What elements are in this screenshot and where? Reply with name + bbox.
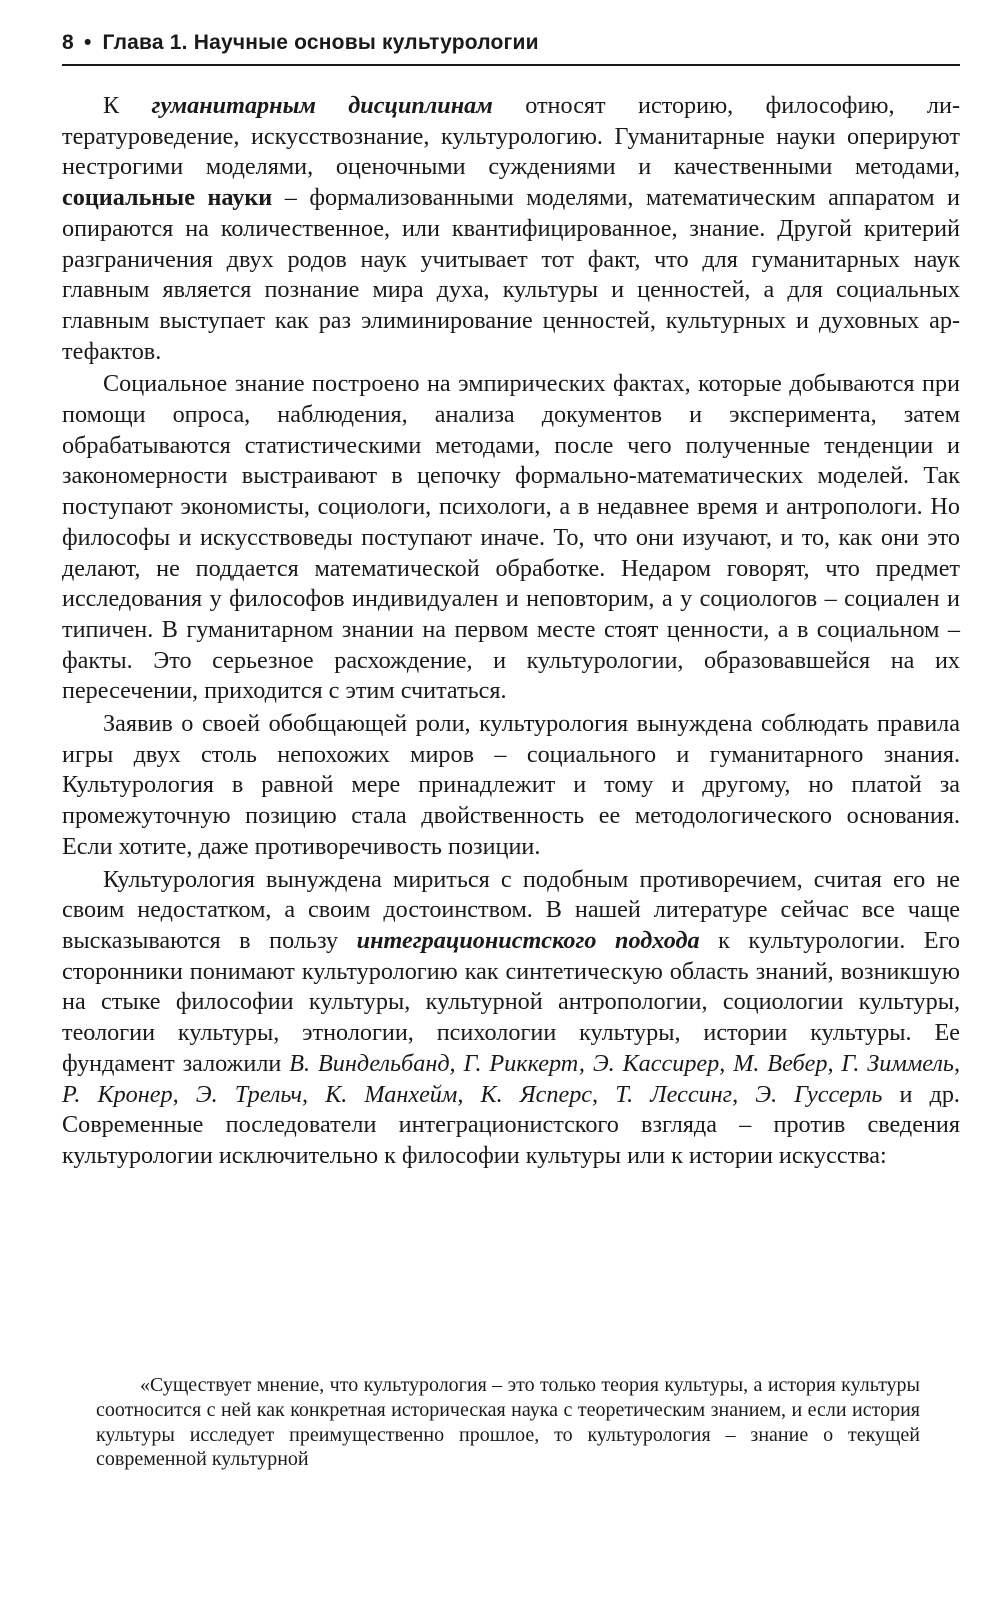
paragraph-3: Заявив о своей обобщающей роли, культурология вынуждена соблюдать правила игры двух столь непохожих миров – социального и гуманитарного знания. Культурология в равной мере принадлежит и тому и другому, но платой за промежуточную позицию стала двойственность ее методологического основания. Если хотите, даже противоречивость позиции. [62, 710, 960, 860]
p4-text-end: и др. Современные последователи интеграционистского взгляда – против сведения культурологии исключительно к философии культуры или к истории искусства: [62, 1080, 960, 1169]
p4-text-start: Культурология вынуждена мириться с подобным противоречием, считая его не своим недостатком, а своим достоинством. В нашей литературе сейчас все чаще высказываются в пользу [62, 865, 960, 954]
main-text [62, 91, 960, 1174]
quote-text: «Существует мнение, что культурология – это только теория культуры, а история культуры соотносится с ней как конкретная историческая наука с теоретическим знанием, и если история культуры исследует преимущественно прошлое, то культурология – знание о текущей современной культурной [96, 1374, 920, 1471]
p4-text-middle: к культурологии. Его сторонники понимают культурологию как синтетическую область знаний, возникшую на стыке философии культуры, культурной антропологии, социологии культуры, теологии культуры, этнологии, психологии культуры, истории культуры. Ее фундамент заложили [62, 926, 960, 1077]
p1-text-middle: относят историю, философию, литературоведение, искусствознание, культурологию. Гуманитарные науки оперируют нестрогими моделями, оценочными суждениями и качественными методами, [62, 92, 960, 181]
term-humanities: гуманитарным дисциплинам [151, 92, 493, 119]
paragraph-4 [62, 865, 960, 1172]
paragraph-1 [62, 91, 960, 367]
running-head [62, 26, 960, 60]
term-social-sciences: социальные науки [62, 184, 273, 212]
term-integration-approach: интеграционистского подхода [356, 926, 700, 954]
header-divider [62, 64, 960, 66]
founders-names: В. Виндельбанд, Г. Риккерт, Э. Кассирер, М. Вебер, Г. Зиммель, Р. Кронер, Э. Трельч, К. Манхейм, К. Ясперс, Т. Лессинг, Э. Гуссерль [62, 1049, 960, 1108]
bullet-separator: • [83, 31, 92, 54]
p1-text-start: К [103, 92, 152, 119]
p1-text-end: – формализованными моделями, математическим аппаратом и опираются на количественное, или квантифицированное, знание. Другой критерий разграничения двух родов наук учитывает тот факт, что для гуманитарных наук главным является познание мира духа, культуры и ценностей, а для социальных главным выступает как раз элиминирование ценностей, культурных и духовных артефактов. [62, 184, 960, 365]
chapter-title: Глава 1. Научные основы культурологии [102, 31, 539, 54]
paragraph-2: Социальное знание построено на эмпирических фактах, которые добываются при помощи опроса, наблюдения, анализа документов и эксперимента, затем обрабатываются статистическими методами, после чего полученные тенденции и закономерности выстраивают в цепочку формально-математических моделей. Так поступают экономисты, социологи, психологи, а в недавнее время и антропологи. Но философы и искусствоведы поступают иначе. То, что они изучают, и то, как они это делают, не поддается математической обработке. Недаром говорят, что предмет исследования у философов индивидуален и неповторим, а у социологов – социален и типичен. В гуманитарном знании на первом месте стоят ценности, а в социальном – факты. Это серьезное расхождение, и культурологии, образовавшейся на их пересечении, приходится с этим считаться. [62, 370, 960, 705]
page-number: 8 [62, 31, 74, 54]
block-quote [96, 1373, 920, 1472]
